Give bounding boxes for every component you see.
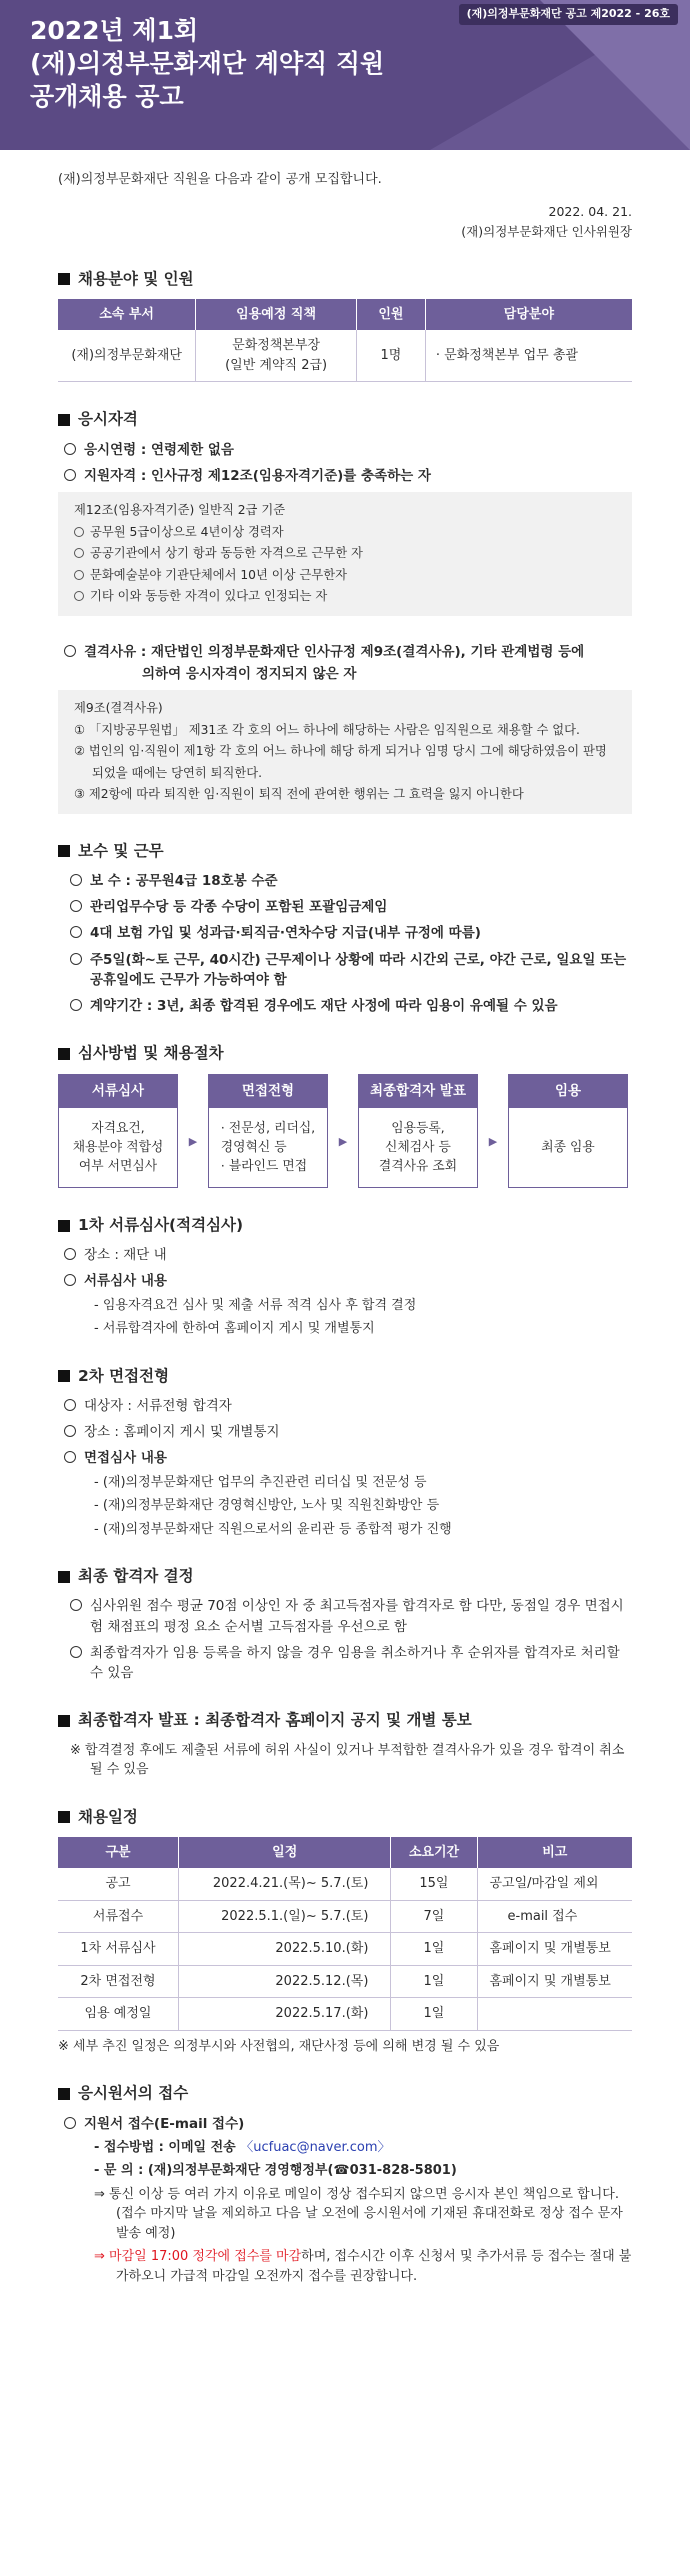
- circle-bullet-icon: [64, 2117, 76, 2129]
- section-doc-review: 1차 서류심사(적격심사): [58, 1214, 632, 1237]
- section-process: 심사방법 및 채용절차: [58, 1042, 632, 1065]
- section-announce: 최종합격자 발표 : 최종합격자 홈페이지 공지 및 개별 통보: [58, 1709, 632, 1732]
- circle-bullet-icon: [70, 999, 82, 1011]
- square-bullet-icon: [58, 273, 70, 285]
- square-bullet-icon: [58, 1811, 70, 1823]
- section-interview: 2차 면접전형: [58, 1365, 632, 1388]
- circle-bullet-icon: [70, 926, 82, 938]
- process-step: 임용 최종 임용: [508, 1074, 628, 1188]
- table-row: 1차 서류심사 2022.5.10.(화) 1일 홈페이지 및 개별통보: [58, 1933, 632, 1966]
- square-bullet-icon: [58, 1370, 70, 1382]
- intro-text: (재)의정부문화재단 직원을 다음과 같이 공개 모집합니다.: [58, 172, 382, 187]
- section-recruit: 채용분야 및 인원: [58, 268, 632, 291]
- notice-date: 2022. 04. 21.: [548, 203, 632, 219]
- circle-bullet-icon: [64, 1451, 76, 1463]
- circle-bullet-icon: [64, 645, 76, 657]
- notice-number: (재)의정부문화재단 공고 제2022 - 26호: [459, 4, 678, 25]
- section-qualify: 응시자격: [58, 408, 632, 431]
- circle-bullet-icon: [70, 874, 82, 886]
- square-bullet-icon: [58, 1048, 70, 1060]
- arrow-right-icon: ▶: [188, 1134, 198, 1148]
- circle-bullet-icon: [64, 443, 76, 455]
- square-bullet-icon: [58, 1571, 70, 1583]
- section-pay: 보수 및 근무: [58, 840, 632, 863]
- issuer: (재)의정부문화재단 인사위원장: [461, 223, 632, 239]
- circle-bullet-icon: [70, 1599, 82, 1611]
- table-row: 임용 예정일 2022.5.17.(화) 1일: [58, 1998, 632, 2031]
- table-row: (재)의정부문화재단 문화정책본부장 (일반 계약직 2급) 1명 · 문화정책본부 업무 총괄: [58, 330, 632, 382]
- section-final: 최종 합격자 결정: [58, 1565, 632, 1588]
- square-bullet-icon: [58, 1220, 70, 1232]
- circle-bullet-icon: [64, 469, 76, 481]
- process-flow: [58, 1074, 632, 1188]
- rule-box: 제12조(임용자격기준) 일반직 2급 기준 공무원 5급이상으로 4년이상 경력자 공공기관에서 상기 항과 동등한 자격으로 근무한 자 문화예술분야 기관단체에서 10년 이상 근무한자 기타 이와 동등한 자격이 있다고 인정되는 자: [58, 492, 632, 616]
- circle-bullet-icon: [64, 1399, 76, 1411]
- square-bullet-icon: [58, 845, 70, 857]
- circle-bullet-icon: [70, 953, 82, 965]
- schedule-table: 구분 일정 소요기간 비고 공고 2022.4.21.(목)~ 5.7.(토) 15일 공고일/마감일 제외 서류접수 2022.5.1.(일)~ 5.7.(토) 7일 e-mail 접수 1차 서류심사 2022.5.10.(화) 1일 홈페이지 및 개별통보 2차 면접전형 2022.5.12.(목) 1일 홈페이지 및 개별통보 임용 예정일 2022.5.17.(화) 1일: [58, 1837, 632, 2031]
- circle-bullet-icon: [64, 1425, 76, 1437]
- circle-bullet-icon: [64, 1248, 76, 1260]
- process-step: 최종합격자 발표 임용등록, 신체검사 등 결격사유 조회: [358, 1074, 478, 1188]
- process-step: 면접전형 · 전문성, 리더십, 경영혁신 등 · 블라인드 면접: [208, 1074, 328, 1188]
- section-apply: 응시원서의 접수: [58, 2082, 632, 2105]
- circle-bullet-icon: [64, 1274, 76, 1286]
- arrow-right-icon: ▶: [488, 1134, 498, 1148]
- arrow-right-icon: ▶: [338, 1134, 348, 1148]
- table-row: 공고 2022.4.21.(목)~ 5.7.(토) 15일 공고일/마감일 제외: [58, 1868, 632, 1900]
- square-bullet-icon: [58, 1715, 70, 1727]
- email-link[interactable]: 〈ucfuac@naver.com〉: [240, 2139, 391, 2155]
- square-bullet-icon: [58, 414, 70, 426]
- header-banner: [0, 0, 690, 150]
- table-row: 2차 면접전형 2022.5.12.(목) 1일 홈페이지 및 개별통보: [58, 1965, 632, 1998]
- process-step: 서류심사 자격요건, 채용분야 적합성 여부 서면심사: [58, 1074, 178, 1188]
- square-bullet-icon: [58, 2088, 70, 2100]
- circle-bullet-icon: [70, 900, 82, 912]
- page-title: 2022년 제1회 (재)의정부문화재단 계약직 직원 공개채용 공고: [30, 16, 385, 111]
- table-row: 서류접수 2022.5.1.(일)~ 5.7.(토) 7일 e-mail 접수: [58, 1900, 632, 1933]
- section-schedule: 채용일정: [58, 1806, 632, 1829]
- circle-bullet-icon: [70, 1646, 82, 1658]
- rule-box-2: 제9조(결격사유) ① 「지방공무원법」 제31조 각 호의 어느 하나에 해당하는 사람은 임직원으로 채용할 수 없다. ② 법인의 임·직원이 제1항 각 호의 어느 하나에 해당 하게 되거나 임명 당시 그에 해당하였음이 판명 되었을 때에는 당연히 퇴직한다. ③ 제2항에 따라 퇴직한 임·직원이 퇴직 전에 관여한 행위는 그 효력을 잃지 아니한다: [58, 690, 632, 814]
- recruit-table: 소속 부서 임용예정 직책 인원 담당분야 (재)의정부문화재단 문화정책본부장 (일반 계약직 2급) 1명 · 문화정책본부 업무 총괄: [58, 299, 632, 383]
